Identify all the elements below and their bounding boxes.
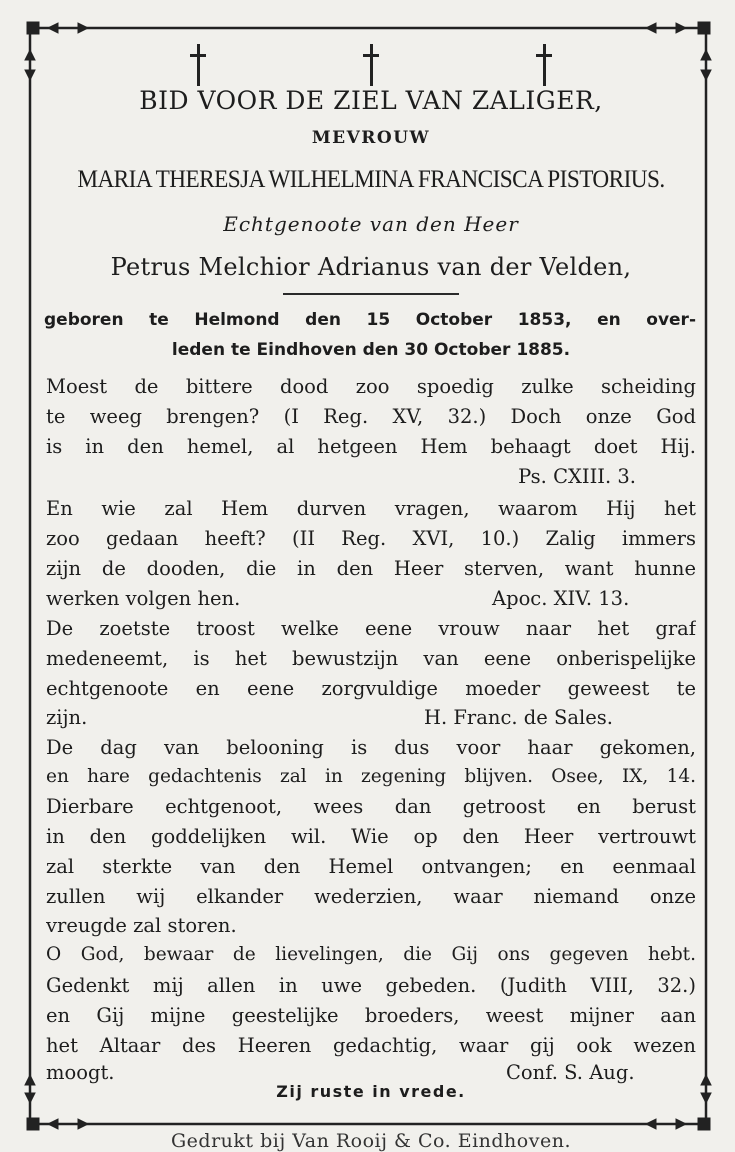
- body-line: Moest de bittere dood zoo spoedig zulke scheiding: [46, 375, 696, 398]
- body-line: vreugde zal storen.: [46, 914, 237, 937]
- body-line: en hare gedachtenis zal in zegening blijven. Osee, IX, 14.: [46, 766, 696, 787]
- body-line-with-reference: moogt. Conf. S. Aug.: [46, 1061, 635, 1084]
- body-line: Dierbare echtgenoot, wees dan getroost en berust: [46, 795, 696, 818]
- cross-icon-center: [361, 44, 381, 86]
- cross-icon-left: [188, 44, 208, 86]
- body-line: zal sterkte van den Hemel ontvangen; en eenmaal: [46, 855, 696, 878]
- card-title: MEVROUW: [311, 128, 431, 148]
- closing-prayer: Zij ruste in vrede.: [276, 1082, 466, 1101]
- body-line: en Gij mijne geestelijke broeders, weest mijner aan: [46, 1004, 696, 1027]
- body-line: te weeg brengen? (I Reg. XV, 32.) Doch onze God: [46, 405, 696, 428]
- printer-credit: Gedrukt bij Van Rooij & Co. Eindhoven.: [171, 1130, 571, 1152]
- body-line: De zoetste troost welke eene vrouw naar het graf: [46, 617, 696, 640]
- body-line: zullen wij elkander wederzien, waar niemand onze: [46, 885, 696, 908]
- body-line: De dag van belooning is dus voor haar gekomen,: [46, 736, 696, 759]
- body-line: zoo gedaan heeft? (II Reg. XVI, 10.) Zalig immers: [46, 527, 696, 550]
- body-line: het Altaar des Heeren gedachtig, waar gij ook wezen: [46, 1034, 696, 1057]
- body-line: zijn de dooden, die in den Heer sterven, want hunne: [46, 557, 696, 580]
- cross-icon-right: [534, 44, 554, 86]
- spouse-name: Petrus Melchior Adrianus van der Velden,: [110, 253, 632, 281]
- body-line: medeneemt, is het bewustzijn van eene onberispelijke: [46, 647, 696, 670]
- divider-rule: [283, 293, 459, 295]
- body-line: O God, bewaar de lievelingen, die Gij ons gegeven hebt.: [46, 944, 696, 965]
- body-line-with-reference: werken volgen hen. Apoc. XIV. 13.: [46, 587, 630, 610]
- body-line: En wie zal Hem durven vragen, waarom Hij het: [46, 497, 696, 520]
- body-line: Gedenkt mij allen in uwe gebeden. (Judith VIII, 32.): [46, 974, 696, 997]
- body-line: is in den hemel, al hetgeen Hem behaagt doet Hij.: [46, 435, 696, 458]
- birth-line: geboren te Helmond den 15 October 1853, en over-: [44, 310, 696, 330]
- deceased-name: MARIA THERESJA WILHELMINA FRANCISCA PISTORIUS.: [77, 166, 665, 193]
- relation-line: Echtgenoote van den Heer: [223, 212, 519, 236]
- card-heading: BID VOOR DE ZIEL VAN ZALIGER,: [139, 86, 603, 115]
- scripture-reference: Ps. CXIII. 3.: [518, 465, 636, 488]
- body-line-with-reference: zijn. H. Franc. de Sales.: [46, 706, 613, 729]
- body-line: echtgenoote en eene zorgvuldige moeder geweest te: [46, 677, 696, 700]
- body-line: in den goddelijken wil. Wie op den Heer vertrouwt: [46, 825, 696, 848]
- death-line: leden te Eindhoven den 30 October 1885.: [171, 340, 571, 360]
